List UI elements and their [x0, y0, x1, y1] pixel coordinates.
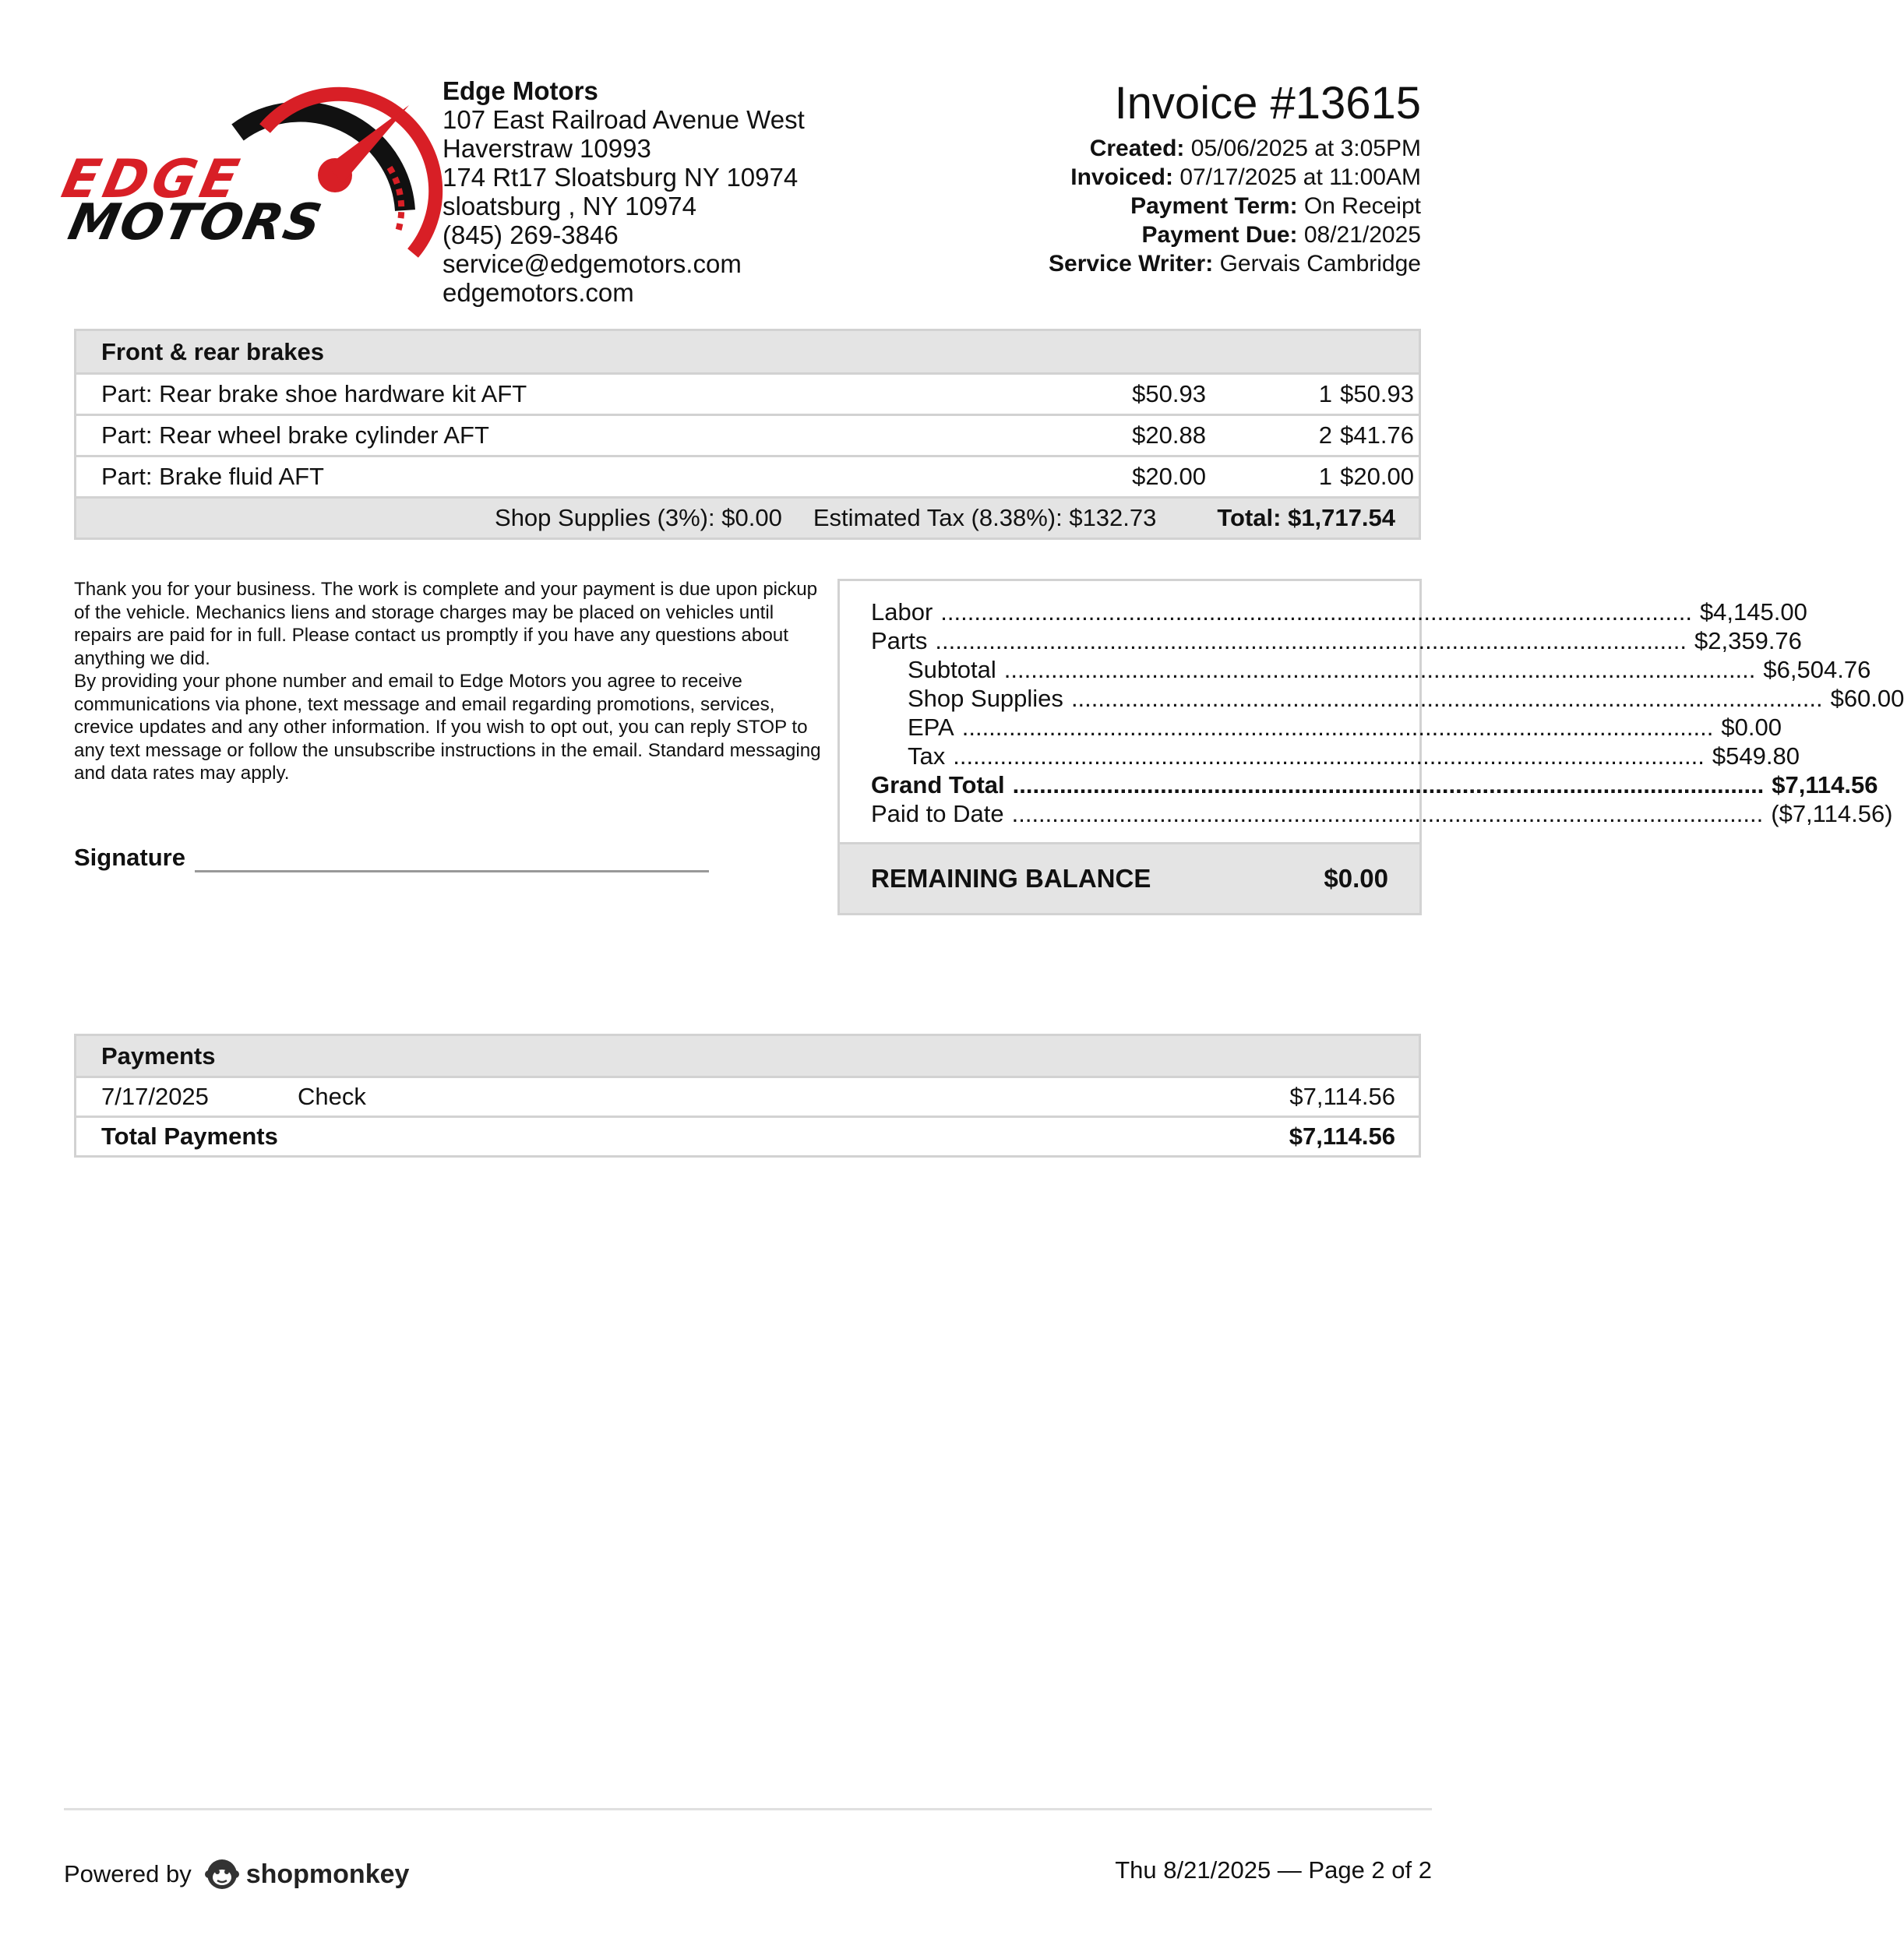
invoiced-row: Invoiced: 07/17/2025 at 11:00AM [1070, 164, 1421, 190]
address-line: 174 Rt17 Sloatsburg NY 10974 [443, 163, 799, 192]
remaining-balance-value: $0.00 [1324, 864, 1388, 893]
subtotal-line: Subtotal ................................................................................................................ $6,504.76 [908, 656, 1871, 683]
table-row [76, 1076, 1419, 1116]
item-amount: $20.00 [1340, 463, 1414, 490]
remaining-balance [840, 842, 1419, 913]
tax-line: Tax ................................................................................................................ $549.80 [908, 742, 1800, 770]
created-row: Created: 05/06/2025 at 3:05PM [1089, 136, 1421, 161]
page-info: Thu 8/21/2025 — Page 2 of 2 [1115, 1856, 1432, 1884]
powered-by-label: Powered by [64, 1860, 192, 1887]
parts-line: Parts ................................................................................................................ $2,359.76 [871, 627, 1802, 654]
service-writer-row: Service Writer: Gervais Cambridge [1049, 251, 1421, 277]
service-title: Front & rear brakes [101, 337, 324, 365]
company-website: edgemotors.com [443, 278, 634, 307]
company-info [443, 76, 805, 307]
address-line: sloatsburg , NY 10974 [443, 192, 696, 220]
company-name: Edge Motors [443, 76, 598, 105]
grand-total-line: Grand Total ................................................................................................................ $7,114.56 [871, 771, 1878, 798]
totals-box [837, 579, 1904, 915]
service-title-row [76, 331, 1419, 372]
service-table [74, 329, 1421, 540]
table-row [76, 414, 1419, 455]
powered-by [64, 1858, 409, 1891]
item-amount: $50.93 [1340, 380, 1414, 407]
item-description: Part: Rear wheel brake cylinder AFT [101, 421, 489, 449]
payment-method: Check [298, 1083, 366, 1110]
item-price: $20.00 [1132, 463, 1206, 490]
item-description: Part: Rear brake shoe hardware kit AFT [101, 380, 527, 407]
shopmonkey-logo-icon [206, 1858, 238, 1891]
invoice-meta [1049, 76, 1421, 278]
shop-supplies: Shop Supplies (3%): $0.00 [495, 504, 782, 531]
estimated-tax: Estimated Tax (8.38%): $132.73 [813, 504, 1157, 531]
total-payments-row [76, 1116, 1419, 1155]
table-row [76, 455, 1419, 496]
company-email: service@edgemotors.com [443, 249, 742, 278]
shop-supplies-line: Shop Supplies ................................................................................................................ $60.00 [908, 685, 1904, 712]
item-qty: 1 [1318, 380, 1332, 407]
svg-text:MOTORS: MOTORS [63, 193, 328, 252]
total-payments-value: $7,114.56 [1289, 1123, 1395, 1150]
labor-line: Labor ................................................................................................................ $4,145.00 [871, 598, 1807, 626]
communications-consent: By providing your phone number and email to Edge Motors you agree to receive communications via phone, text message and email regarding promotions, services, crevice updates and any other information. If you wish to opt out, you can reply STOP to any text message or follow the unsubscribe instructions in the email. Standard messaging and data rates may apply. [74, 671, 821, 784]
payment-due-row: Payment Due: 08/21/2025 [1141, 222, 1421, 248]
payments-title: Payments [101, 1042, 216, 1070]
company-phone: (845) 269-3846 [443, 220, 619, 249]
service-total: Total: $1,717.54 [1217, 504, 1395, 531]
footer-divider [64, 1808, 1432, 1810]
table-row [76, 372, 1419, 414]
signature-label: Signature [74, 844, 185, 871]
item-description: Part: Brake fluid AFT [101, 463, 324, 490]
shopmonkey-brand: shopmonkey [245, 1859, 410, 1889]
signature-line [195, 870, 709, 872]
item-qty: 1 [1318, 463, 1332, 490]
address-line: Haverstraw 10993 [443, 134, 651, 163]
item-qty: 2 [1318, 421, 1332, 449]
edge-motors-logo [56, 74, 421, 261]
payment-amount: $7,114.56 [1289, 1083, 1395, 1110]
paid-to-date-line: Paid to Date ................................................................................................................ ($7,114.56) [871, 800, 1893, 827]
invoice-title: Invoice #13615 [1114, 78, 1421, 129]
payments-title-row [76, 1036, 1419, 1076]
remaining-balance-label: REMAINING BALANCE [871, 864, 1151, 893]
address-line: 107 East Railroad Avenue West [443, 105, 805, 134]
terms-notes [74, 578, 822, 785]
service-summary-row [76, 496, 1419, 538]
epa-line: EPA ................................................................................................................ $0.00 [908, 714, 1782, 741]
payment-term-row: Payment Term: On Receipt [1130, 193, 1421, 219]
item-amount: $41.76 [1340, 421, 1414, 449]
payment-date: 7/17/2025 [101, 1083, 209, 1110]
total-payments-label: Total Payments [101, 1123, 278, 1150]
item-price: $50.93 [1132, 380, 1206, 407]
payments-table [74, 1034, 1421, 1158]
item-price: $20.88 [1132, 421, 1206, 449]
svg-text:EDGE: EDGE [56, 148, 249, 210]
thank-you-note: Thank you for your business. The work is complete and your payment is due upon pickup of the vehicle. Mechanics liens and storage charges may be placed on vehicles until repairs are paid for in full. Please contact us promptly if you have any questions about anything we did. [74, 579, 818, 669]
